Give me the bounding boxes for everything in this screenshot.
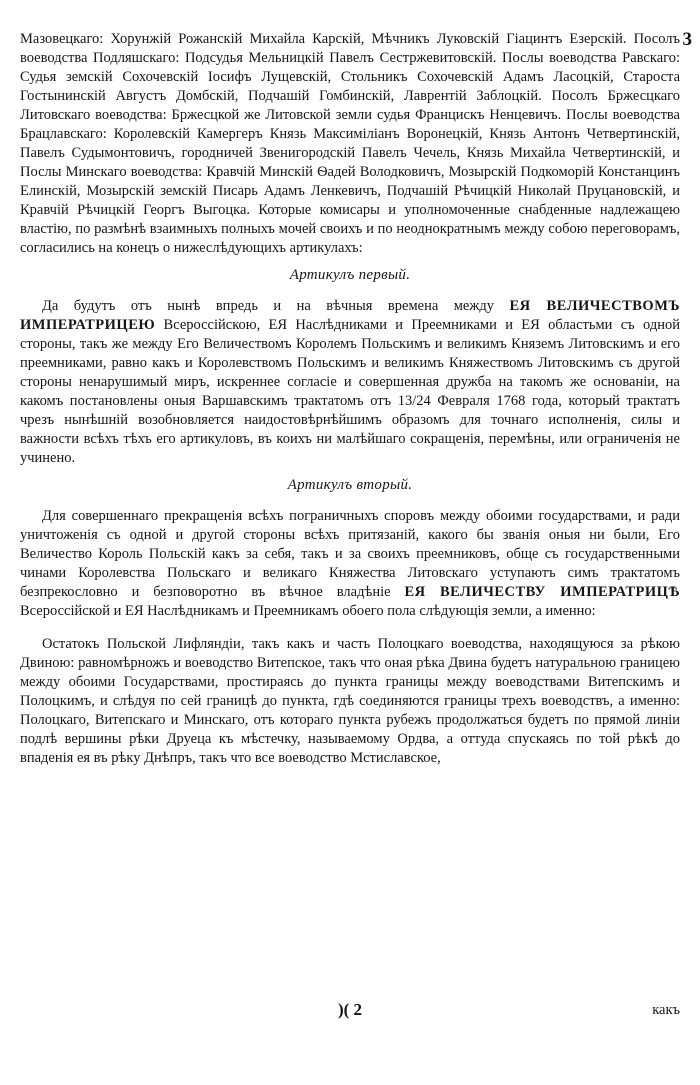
article-1-heading: Артикулъ первый. bbox=[289, 267, 411, 283]
article-2-territory-text: Остатокъ Польской Лифляндіи, такъ какъ и часть Полоцкаго воеводства, находящуюся за рѣкою Двиною: равномѣрножъ и воеводство Витепское, такъ что оная рѣка Двина будетъ натуральною границею между обоими Государствами, простираясь до пункта границы между воеводствами Витепскимъ и Полоцкимъ, и слѣдуя по сей границѣ до пункта, гдѣ соединяются границы трехъ воеводствъ, а именно: Полоцкаго, Витепскаго и Минскаго, отъ котораго пункта рубежъ продолжаться будетъ по прямой линіи подлѣ вершины рѣки Друеца къ мѣстечку, называемому Ордва, а оттуда спускаясь по той рѣкѣ до впаденія ея въ рѣку Днѣпръ, такъ что все воеводство Мстиславское, bbox=[20, 636, 680, 766]
article-1-text bbox=[20, 297, 680, 468]
page-number: 3 bbox=[682, 29, 692, 50]
article-1-text-part-a: Да будутъ отъ нынѣ впредь и на вѣчныя времена между bbox=[42, 298, 510, 314]
catchword: какъ bbox=[652, 1002, 680, 1018]
article-1-majesty-caps: ЕЯ ВЕЛИЧЕСТВОМЪ ИМПЕРАТРИЦЕЮ bbox=[20, 298, 680, 333]
article-2-text-part-b: Всероссійской и ЕЯ Наслѣдникамъ и Преемникамъ обоего пола слѣдующія земли, а именно: bbox=[20, 603, 596, 619]
article-2-text-part-a: Для совершеннаго прекращенія всѣхъ пограничныхъ споровъ между обоими государствами, и ради уничтоженія съ одной и другой стороны всѣхъ притязаній, какого бы званія оныя ни были, Его Величество Король Польскій какъ за себя, такъ и за своихъ преемниковъ, обще съ государственными чинами Королевства Польскаго и великаго Княжества Литовскаго уступаютъ симъ трактатомъ безпрекословно и безповоротно въ вѣчное владѣніе bbox=[20, 508, 680, 600]
article-2-heading: Артикулъ вторый. bbox=[287, 477, 413, 493]
signature-mark: )( 2 bbox=[337, 1000, 363, 1019]
article-2-majesty-caps: ЕЯ ВЕЛИЧЕСТВУ ИМПЕРАТРИЦѢ bbox=[404, 584, 680, 600]
article-1-text-part-b: Всероссійскою, ЕЯ Наслѣдниками и Преемниками и ЕЯ областьми съ одной стороны, такъ же между Его Величествомъ Королемъ Польскимъ и великимъ Княземъ Литовскимъ и его преемниками, равно какъ и Королевствомъ Польскимъ и великимъ Княжествомъ Литовскимъ съ другой стороны ненарушимый миръ, искреннее согласіе и совершенная дружба на такомъ же основаніи, на какомъ постановлены оныя Варшавскимъ трактатомъ отъ 13/24 Февраля 1768 года, который трактатъ чрезъ нынѣшній возобновляется наидостовѣрнѣйшимъ образомъ для точнаго исполненія, силы и важности всѣхъ тѣхъ его артикуловъ, въ коихъ ни малѣйшаго сокращенія, перемѣны, или ограниченія не учинено. bbox=[20, 317, 680, 466]
article-2-text bbox=[20, 507, 680, 621]
opening-paragraph: Мазовецкаго: Хорунжій Рожанскій Михайла Карскій, Мѣчникъ Луковскій Гіацинтъ Езерскій. Посолъ воеводства Подляшскаго: Подсудья Мельницкій Павелъ Сестржевитовскій. Послы воеводства Равскаго: Судья земскій Сохочевскій Іосифъ Лущевскій, Стольникъ Сохочевскій Адамъ Ласоцкій, Староста Гостынинскій Августъ Домбскій, Подчашій Гомбинскій, Лаврентій Заблоцкій. Посолъ Бржесцкаго Литовскаго воеводства: Бржесцкой же Литовской земли судья Францискъ Ненцевичъ. Послы воеводства Брацлавскаго: Королевскій Камергеръ Князь Максиміліанъ Воронецкій, Князь Антонъ Четвертинскій, Павелъ Судымонтовичъ, городничей Звенигородскій Павелъ Чечель, Князь Михайла Четвертинскій, и Послы Минскаго воеводства: Кравчій Минскій Ѳадей Володковичъ, Мозырскій Подкоморій Констанцинъ Елинскій, Мозырскій земскій Писарь Адамъ Ленкевичъ, Подчашій Рѣчицкій Николай Пруцановскій, и Кравчій Рѣчицкій Георгъ Выгоцка. Которые комисары и уполномоченные снабденные надлежащею властію, по размѣнѣ взаимныхъ полныхъ мочей своихъ и по неоднократнымъ между собою переговорамъ, согласились на конецъ о нижеслѣдующихъ артикулахъ: bbox=[20, 31, 680, 256]
